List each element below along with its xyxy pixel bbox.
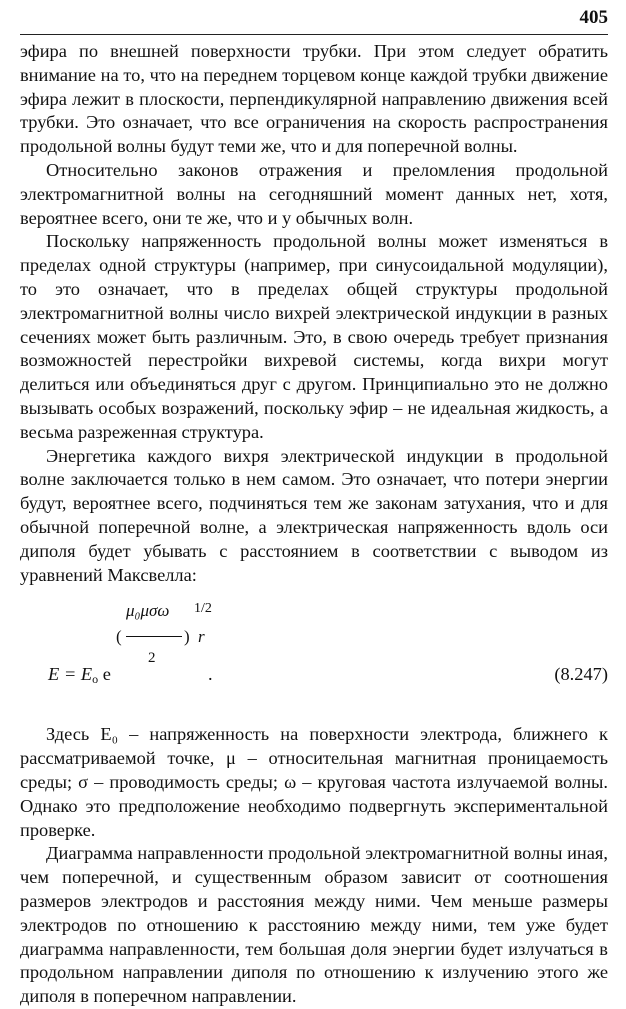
formula-r: r xyxy=(198,627,205,647)
paragraph-reflection: Относительно законов отражения и преломления продольной электромагнитной волны на сегодняшний момент данных нет, хотя, вероятнее всего, они те же, что и у обычных волн. xyxy=(20,159,608,228)
formula-open-paren: ( xyxy=(116,627,122,647)
formula-lhs-sub: o xyxy=(92,672,99,687)
formula-close-paren: ) xyxy=(184,627,190,647)
formula-base: e xyxy=(102,664,111,685)
paragraph-ether-flow: эфира по внешней поверхности трубки. При этом следует обратить внимание на то, что на переднем торцевом конце каждой трубки движение эфира лежит в плоскости, перпендикулярной направлению движения всей трубки. Это означает, что все ограничения на скорость распространения продольной волны будут теми же, что и для поперечной волны. xyxy=(20,41,608,157)
fraction-bar xyxy=(126,636,182,637)
formula-lhs: E = E xyxy=(48,664,93,685)
paragraph-notation: Здесь E₀ – напряженность на поверхности электрода, ближнего к рассматриваемой точке, μ – относительная магнитная проницаемость среды; σ – проводимость среды; ω – круговая частота излучаемой волны. Однако это предположение необходимо подвергнуть экспериментальной проверке. xyxy=(20,724,608,840)
page-number: 405 xyxy=(579,7,608,28)
paragraph-directivity: Диаграмма направленности продольной электромагнитной волны иная, чем поперечной, и существенным образом зависит от соотношения размеров электродов и расстояния между ними. Чем меньше размеры электродов по отношению к расстоянию между ними, тем уже будет диаграмма направленности, тем большая доля энергии будет излучаться в продольном направлении диполя по отношению к излучению этого же диполя в поперечном направлении. xyxy=(20,843,608,1007)
page-header xyxy=(20,6,608,35)
page-body xyxy=(20,40,608,1009)
equation-8-247 xyxy=(20,595,608,715)
formula-numerator: μ₀μσω xyxy=(126,601,170,621)
paragraph-energetics: Энергетика каждого вихря электрической индукции в продольной волне заключается только в нем самом. Это означает, что потери энергии будут, вероятнее всего, подчиняться тем же законам затухания, что и для обычной поперечной волне, а электрическая напряженность вдоль оси диполя будет убывать с расстоянием в соответствии с выводом из уравнений Максвелла: xyxy=(20,445,608,585)
paragraph-vortex-count: Поскольку напряженность продольной волны может изменяться в пределах одной структуры (например, при синусоидальной модуляции), то это означает, что в пределах общей структуры продольной электромагнитной волны число вихрей электрической индукции в разных сечениях может быть различным. Это, в свою очередь требует признания возможностей перестройки вихревой системы, когда вихри могут делиться или объединяться друг с другом. Принципиально это не должно вызывать особых возражений, поскольку эфир – не идеальная жидкость, а весьма разреженная структура. xyxy=(20,231,608,442)
formula-exponent: 1/2 xyxy=(194,601,212,617)
formula-dot: . xyxy=(208,664,213,685)
equation-number: (8.247) xyxy=(554,664,608,685)
formula-main xyxy=(48,663,111,687)
formula-denominator: 2 xyxy=(148,650,156,667)
